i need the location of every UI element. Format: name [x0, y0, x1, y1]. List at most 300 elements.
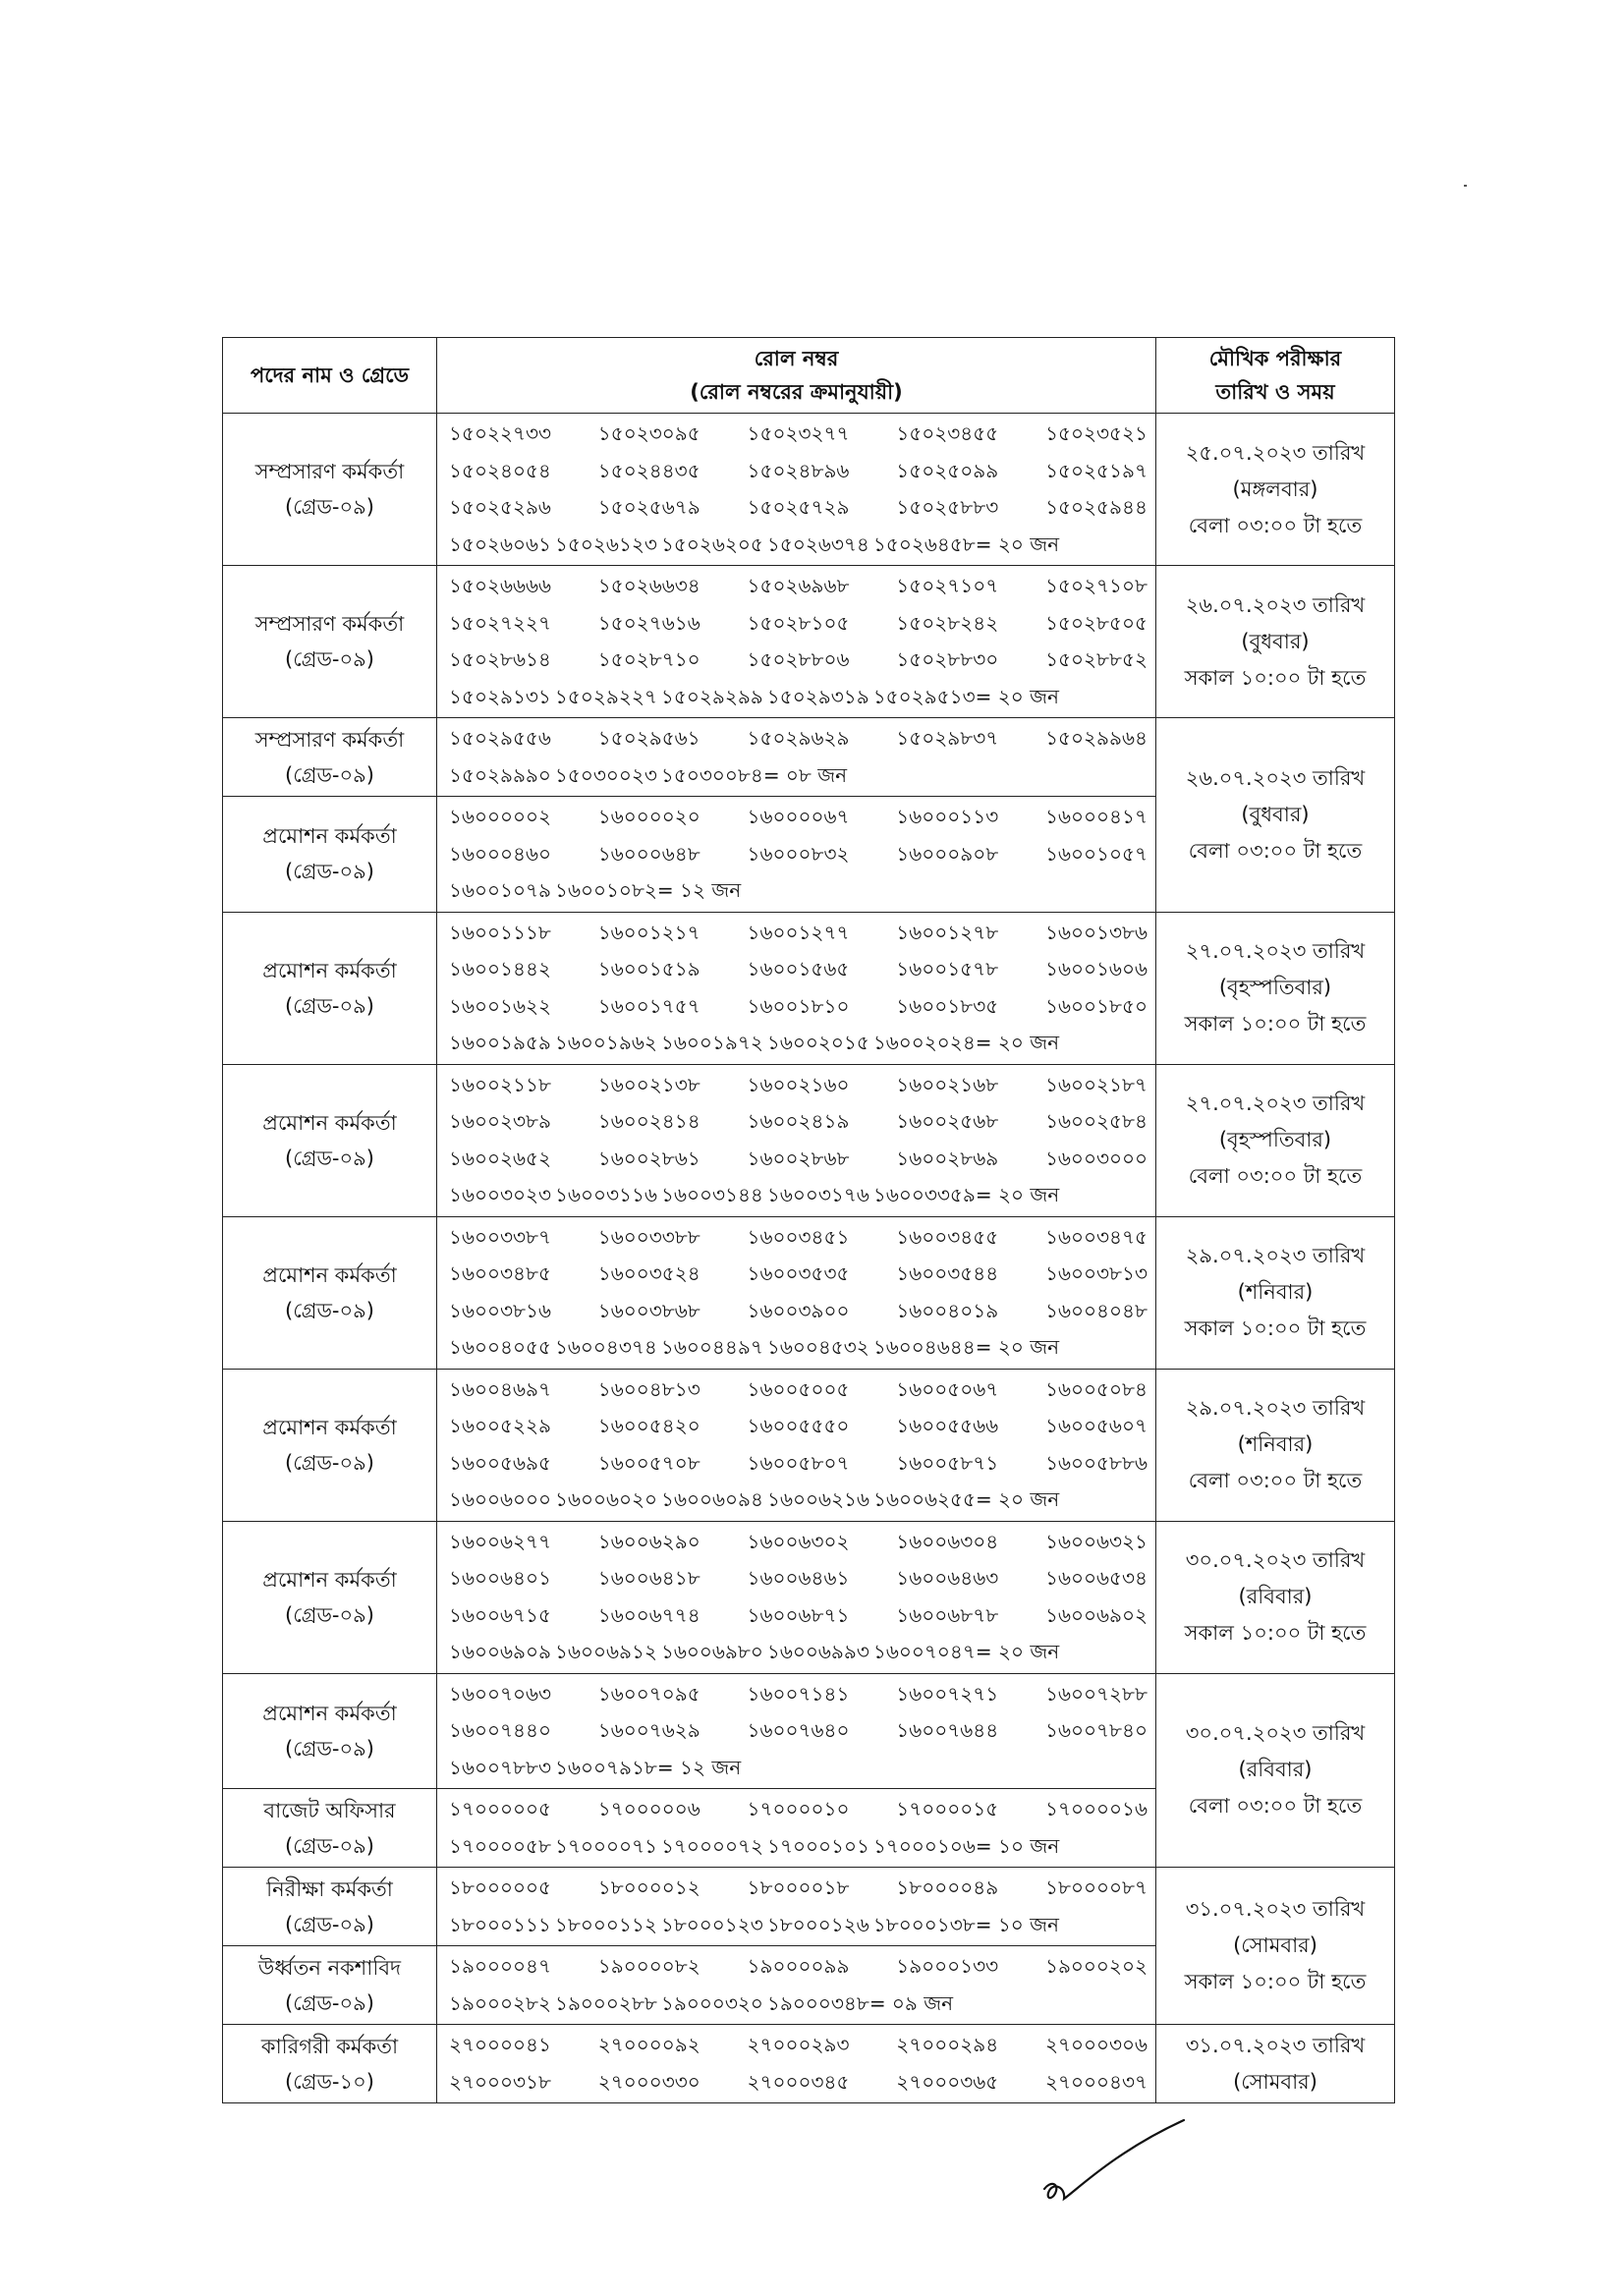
roll-line — [449, 1103, 1148, 1141]
post-name: সম্প্রসারণ কর্মকর্তা — [254, 460, 405, 483]
post-cell — [223, 1673, 437, 1789]
roll-number: ১৬০০৬৮৭১ — [747, 1602, 850, 1627]
roll-number: ১৬০০৩৫২৪ — [597, 1261, 700, 1285]
roll-number: ১৫০২৬২০৫ — [660, 532, 763, 556]
roll-number: ২৭০০০৩৪৫ — [747, 2069, 850, 2094]
roll-number: ১৬০০৪৬৪৪= ২০ জন — [872, 1335, 1060, 1359]
roll-number: ১৫০২৯৯৯০ — [449, 762, 551, 787]
post-grade: (গ্রেড-০৯) — [285, 495, 374, 519]
exam-date: ৩১.০৭.২০২৩ তারিখ — [1185, 1897, 1366, 1921]
roll-number: ১৬০০৪৫৩২ — [766, 1335, 869, 1359]
roll-number: ১৬০০৬৭৭৪ — [597, 1602, 700, 1627]
post-name: সম্প্রসারণ কর্মকর্তা — [254, 727, 405, 752]
roll-line — [449, 1293, 1148, 1330]
post-name: প্রমোশন কর্মকর্তা — [262, 958, 397, 982]
roll-number: ১৬০০৫২২৯ — [449, 1414, 551, 1437]
roll-number: ১৮০০০০১২ — [597, 1876, 700, 1899]
roll-line — [449, 605, 1148, 643]
roll-line — [449, 1177, 1148, 1214]
exam-day: (বৃহস্পতিবার) — [1218, 1128, 1332, 1151]
table-row — [223, 912, 1395, 1064]
roll-number: ১৫০২৩২৭৭ — [747, 421, 850, 445]
roll-number: ১৬০০১৬২২ — [449, 993, 551, 1018]
roll-number: ২৭০০০০৪১ — [449, 2033, 551, 2056]
roll-number: ১৬০০৬৯৯৩ — [766, 1640, 869, 1663]
roll-number: ১৬০০৩৫৪৪ — [896, 1261, 999, 1285]
roll-number: ১৫০২৮৫০৫ — [1045, 610, 1148, 635]
roll-number: ১৫০২৮১০৫ — [747, 610, 850, 635]
roll-number: ১৫০২৬৯৬৮ — [747, 574, 850, 597]
roll-number: ১৬০০২১১৮ — [449, 1072, 551, 1096]
exam-time: সকাল ১০:০০ টা হতে — [1184, 1012, 1367, 1036]
roll-number: ১৬০০২৮৬৮ — [747, 1146, 850, 1170]
roll-line — [449, 1524, 1148, 1561]
post-cell — [223, 912, 437, 1064]
post-grade: (গ্রেড-০৯) — [285, 1602, 374, 1627]
roll-number: ১৬০০৫৮৮৬ — [1045, 1450, 1148, 1475]
roll-number: ১৬০০১৯৫৯ — [449, 1031, 551, 1054]
roll-number: ১৬০০৪৪৯৭ — [660, 1335, 763, 1359]
roll-line — [449, 799, 1148, 836]
exam-time: বেলা ০৩:০০ টা হতে — [1188, 513, 1363, 537]
exam-date: ২৭.০৭.২০২৩ তারিখ — [1185, 1092, 1366, 1115]
roll-number: ১৬০০২৬৫২ — [449, 1146, 551, 1170]
exam-day: (মঙ্গলবার) — [1232, 476, 1318, 501]
roll-number: ১৬০০১৮৩৫ — [896, 993, 999, 1018]
roll-number: ১৭০০০০৫৮ — [449, 1833, 551, 1858]
roll-number: ১৫০২৮৮০৬ — [747, 647, 850, 671]
exam-date: ৩০.০৭.২০২৩ তারিখ — [1185, 1548, 1366, 1572]
roll-line — [449, 489, 1148, 527]
roll-number: ১৫০২৬০৬১ — [449, 532, 551, 556]
roll-line — [449, 1025, 1148, 1062]
roll-number: ১৫০২৯৫১৩= ২০ জন — [872, 684, 1059, 708]
exam-day: (শনিবার) — [1237, 1432, 1314, 1456]
header-post: পদের নাম ও গ্রেডে — [223, 338, 437, 414]
roll-line — [449, 1560, 1148, 1597]
exam-schedule-cell — [1156, 1521, 1395, 1673]
roll-number: ১৬০০২৫৬৮ — [896, 1109, 999, 1133]
exam-schedule-cell — [1156, 718, 1395, 913]
roll-number: ১৬০০৫০৮৪ — [1045, 1376, 1148, 1401]
roll-number: ১৬০০৭৬৪৪ — [896, 1718, 999, 1742]
roll-number: ১৬০০৭২৮৮ — [1045, 1681, 1148, 1706]
roll-line — [449, 951, 1148, 988]
roll-number: ১৮০০০১১২ — [554, 1912, 657, 1936]
exam-date: ২৬.০৭.২০২৩ তারিখ — [1185, 592, 1366, 617]
post-name: প্রমোশন কর্মকর্তা — [262, 1110, 397, 1135]
roll-number: ১৬০০৩৪৭৫ — [1045, 1224, 1148, 1249]
post-cell — [223, 1064, 437, 1216]
roll-number: ১৫০৩০০২৩ — [554, 762, 657, 787]
roll-number: ২৭০০০৩১৮ — [449, 2069, 551, 2094]
roll-number: ১৬০০৪৩৭৪ — [554, 1335, 657, 1359]
roll-number: ১৬০০৩৪৫৫ — [896, 1224, 999, 1249]
roll-number: ১৫০২৬১২৩ — [554, 532, 657, 556]
roll-number: ১৬০০৬৪৬১ — [747, 1566, 850, 1590]
roll-number: ১৬০০১৭৫৭ — [597, 993, 700, 1018]
exam-schedule-cell — [1156, 1369, 1395, 1521]
roll-line — [449, 1712, 1148, 1750]
roll-number: ১৫০২৪৮৯৬ — [747, 458, 850, 482]
roll-numbers-cell — [437, 1946, 1156, 2025]
roll-number: ১৬০০৬২৭৭ — [449, 1529, 552, 1553]
roll-line — [449, 1329, 1148, 1367]
roll-number: ১৮০০০১৩৮= ১০ জন — [872, 1912, 1059, 1936]
roll-number: ১৬০০৩০০০ — [1044, 1146, 1148, 1170]
roll-number: ১৬০০৩৮১৬ — [449, 1298, 551, 1322]
roll-number: ১৬০০০৬৪৮ — [597, 841, 700, 866]
roll-number: ১৬০০৫৭০৮ — [597, 1450, 700, 1475]
roll-number: ১৬০০৫৬০৭ — [1044, 1414, 1148, 1437]
roll-number: ১৬০০৪০১৯ — [896, 1298, 999, 1322]
post-name: উর্ধ্বতন নকশাবিদ — [257, 1955, 402, 1980]
scan-speck — [1464, 185, 1467, 187]
roll-numbers-cell — [437, 912, 1156, 1064]
roll-number: ১৬০০৫৫৫০ — [747, 1414, 850, 1437]
roll-number: ১৬০০২১৮৭ — [1044, 1072, 1148, 1096]
roll-number: ১৮০০০০৪৯ — [896, 1876, 999, 1899]
roll-number: ১৫০২৯২৯৯ — [660, 684, 763, 708]
post-cell — [223, 414, 437, 566]
roll-number: ১৬০০০৪১৭ — [1045, 805, 1148, 828]
roll-number: ১৬০০৬০০০ — [449, 1487, 552, 1511]
table-row — [223, 1868, 1395, 1946]
roll-number: ১৭০০০০১৬ — [1045, 1797, 1148, 1820]
roll-number: ১৫০২৭২২৭ — [449, 610, 551, 635]
exam-schedule-cell — [1156, 2025, 1395, 2103]
roll-number: ১৬০০১৫৭৮ — [896, 957, 999, 980]
roll-number: ১৬০০৭০৯৫ — [597, 1681, 700, 1706]
header-roll: রোল নম্বর (রোল নম্বরের ক্রমানুযায়ী) — [437, 338, 1156, 414]
roll-number: ১৬০০৪৬৯৭ — [449, 1376, 551, 1401]
roll-number: ১৫০২৮৬১৪ — [449, 647, 551, 671]
post-cell — [223, 1521, 437, 1673]
roll-number: ১৫০২৬৬৬৬ — [449, 574, 551, 597]
exam-time: সকাল ১০:০০ টা হতে — [1184, 665, 1367, 690]
roll-line — [449, 568, 1148, 605]
roll-number: ১৮০০০০৮৭ — [1045, 1876, 1148, 1899]
roll-line — [449, 1986, 1148, 2023]
roll-number: ১৬০০৬৪১৮ — [597, 1566, 700, 1590]
roll-number: ১৬০০১৬০৬ — [1044, 957, 1148, 980]
exam-day: (সোমবার) — [1233, 2069, 1317, 2094]
roll-number: ১৬০০১০৫৭ — [1045, 841, 1148, 866]
exam-date: ২৭.০৭.২০২৩ তারিখ — [1185, 939, 1366, 963]
exam-time: সকাল ১০:০০ টা হতে — [1184, 1970, 1367, 1993]
roll-line — [449, 836, 1148, 873]
roll-number: ১৬০০৪০৪৮ — [1045, 1298, 1148, 1322]
roll-number: ১৬০০১৫১৯ — [597, 957, 700, 980]
roll-number: ১৬০০০৮৩২ — [747, 841, 850, 866]
roll-number: ১৬০০৩১১৬ — [555, 1183, 657, 1206]
roll-number: ১৭০০০০৭১ — [554, 1833, 657, 1858]
roll-number: ১৬০০৭২৭১ — [896, 1681, 999, 1706]
roll-number: ১৬০০১৯৭২ — [660, 1031, 763, 1054]
roll-number: ২৭০০০৩৬৫ — [896, 2069, 999, 2094]
roll-number: ১৫০২৫৮৮৩ — [896, 495, 999, 519]
roll-line — [449, 2027, 1148, 2064]
roll-number: ১৬০০৬৯৮০ — [660, 1640, 763, 1663]
roll-line — [449, 1372, 1148, 1409]
roll-number: ১৬০০২১৩৮ — [597, 1072, 700, 1096]
roll-number: ১৫০২৪৪৩৫ — [597, 458, 700, 482]
roll-numbers-cell — [437, 1868, 1156, 1946]
exam-day: (বুধবার) — [1241, 629, 1310, 653]
roll-number: ১৬০০২৫৮৪ — [1045, 1109, 1148, 1133]
exam-day: (বুধবার) — [1241, 802, 1310, 826]
roll-number: ১৭০০০০১০ — [747, 1797, 850, 1820]
roll-number: ১৫০২৭৬১৬ — [597, 610, 700, 635]
viva-schedule-table — [222, 337, 1395, 2103]
post-cell — [223, 1789, 437, 1868]
roll-number: ১৬০০১২১৭ — [597, 920, 700, 944]
exam-day: (রবিবার) — [1238, 1758, 1313, 1782]
roll-number: ১৯০০০৩২০ — [660, 1990, 763, 2015]
table-row — [223, 1521, 1395, 1673]
post-grade: (গ্রেড-০৯) — [285, 1298, 374, 1322]
roll-line — [449, 2064, 1148, 2101]
roll-number: ১৬০০৩১৪৪ — [660, 1183, 763, 1206]
exam-time: সকাল ১০:০০ টা হতে — [1184, 1621, 1367, 1645]
roll-number: ১৬০০১৮৫০ — [1045, 993, 1148, 1018]
roll-number: ১৫০২৮৮৫২ — [1045, 647, 1148, 671]
signature-mark — [1036, 2112, 1204, 2220]
roll-number: ১৬০০৬০৯৪ — [661, 1487, 763, 1511]
post-cell — [223, 1216, 437, 1369]
post-name: প্রমোশন কর্মকর্তা — [262, 1701, 397, 1725]
roll-number: ১৯০০০১৩৩ — [896, 1954, 999, 1978]
exam-time: বেলা ০৩:০০ টা হতে — [1188, 838, 1363, 863]
exam-day: (সোমবার) — [1233, 1933, 1317, 1957]
roll-numbers-cell — [437, 718, 1156, 797]
roll-number: ১৬০০১২৭৮ — [896, 920, 999, 944]
roll-number: ১৬০০১০৮২= ১২ জন — [554, 878, 742, 902]
roll-number: ১৯০০০২৮২ — [449, 1990, 551, 2015]
roll-number: ১৬০০৩০২৩ — [449, 1183, 552, 1206]
exam-day: (বৃহস্পতিবার) — [1218, 976, 1332, 999]
roll-number: ১৬০০৭৬২৯ — [597, 1718, 700, 1742]
roll-number: ১৮০০০০০৫ — [449, 1876, 551, 1899]
roll-number: ২৭০০০২৯৪ — [896, 2033, 999, 2056]
roll-number: ১৫০২৪০৫৪ — [449, 458, 551, 482]
exam-date: ২৯.০৭.২০২৩ তারিখ — [1185, 1396, 1366, 1420]
post-cell — [223, 1868, 437, 1946]
roll-number: ১৬০০৬৩২১ — [1045, 1529, 1148, 1553]
roll-number: ২৭০০০৩৩০ — [597, 2069, 700, 2094]
roll-number: ১৫০২৯৩১৯ — [766, 684, 869, 708]
roll-line — [449, 642, 1148, 679]
roll-number: ১৬০০২৩৮৯ — [449, 1109, 551, 1133]
roll-number: ১৫০২৯৫৬১ — [597, 726, 700, 750]
roll-number: ১৬০০৬৫৩৪ — [1044, 1566, 1148, 1590]
post-grade: (গ্রেড-০৯) — [285, 1450, 374, 1475]
roll-line — [449, 1408, 1148, 1445]
roll-number: ১৫০২৫৭২৯ — [747, 495, 850, 519]
roll-number: ১৬০০২৮৬৯ — [896, 1146, 999, 1170]
roll-number: ২৭০০০০৯২ — [597, 2033, 700, 2056]
roll-number: ১৬০০১৯৬২ — [554, 1031, 657, 1054]
roll-line — [449, 1141, 1148, 1178]
roll-number: ১৯০০০০৮২ — [597, 1954, 700, 1978]
roll-numbers-cell — [437, 1064, 1156, 1216]
roll-number: ১৭০০০১০১ — [766, 1833, 869, 1858]
roll-number: ১৬০০৪০৫৫ — [449, 1335, 551, 1359]
roll-number: ১৫০২৩০৯৫ — [597, 421, 700, 445]
roll-number: ১৫০২৬৬৩৪ — [597, 574, 700, 597]
exam-schedule-cell — [1156, 912, 1395, 1064]
roll-number: ১৮০০০১২৩ — [660, 1912, 763, 1936]
roll-line — [449, 988, 1148, 1026]
roll-number: ১৬০০৭০৪৭= ২০ জন — [872, 1640, 1060, 1663]
roll-line — [449, 1219, 1148, 1257]
roll-number: ২৭০০০২৯৩ — [747, 2033, 850, 2056]
roll-number: ১৫০২৮২৪২ — [896, 610, 999, 635]
roll-line — [449, 527, 1148, 564]
post-cell — [223, 1369, 437, 1521]
roll-number: ১৬০০১৪৪২ — [449, 957, 551, 980]
roll-number: ১৫০২৬৩৭৪ — [766, 532, 869, 556]
exam-schedule-cell — [1156, 1868, 1395, 2025]
roll-number: ১৫০২৭১০৭ — [896, 574, 999, 597]
roll-line — [449, 1907, 1148, 1944]
roll-number: ১৫০২৩৫২১ — [1045, 421, 1148, 445]
roll-number: ১৫০২৯৫৫৬ — [449, 726, 551, 750]
roll-number: ১৭০০০০১৫ — [896, 1797, 999, 1820]
roll-number: ১৬০০২৮৬১ — [597, 1146, 700, 1170]
roll-number: ১৬০০৭৯১৮= ১২ জন — [554, 1755, 742, 1779]
roll-number: ১৬০০৫৮০৭ — [747, 1450, 850, 1475]
post-grade: (গ্রেড-০৯) — [285, 1833, 374, 1858]
roll-number: ১৬০০৩৩৮৭ — [449, 1224, 551, 1249]
roll-numbers-cell — [437, 1521, 1156, 1673]
roll-number: ১৫০২৮৭১০ — [597, 647, 700, 671]
post-name: সম্প্রসারণ কর্মকর্তা — [254, 612, 405, 636]
roll-numbers-cell — [437, 1369, 1156, 1521]
post-grade: (গ্রেড-০৯) — [285, 647, 374, 671]
roll-line — [449, 915, 1148, 952]
roll-number: ১৮০০০১১১ — [449, 1912, 551, 1936]
post-cell — [223, 2025, 437, 2103]
roll-number: ১৭০০০০৭২ — [660, 1833, 763, 1858]
roll-number: ১৬০০৩৪৫১ — [747, 1224, 850, 1249]
roll-number: ১৬০০৬৯০২ — [1045, 1602, 1148, 1627]
roll-number: ১৬০০১৮১০ — [747, 993, 850, 1018]
roll-line — [449, 453, 1148, 490]
post-grade: (গ্রেড-০৯) — [285, 1912, 374, 1936]
roll-number: ১৬০০৬৩০৪ — [896, 1529, 999, 1553]
roll-number: ১৭০০০০০৫ — [449, 1797, 551, 1820]
post-name: নিরীক্ষা কর্মকর্তা — [266, 1876, 393, 1901]
exam-schedule-cell — [1156, 1064, 1395, 1216]
roll-line — [449, 1948, 1148, 1986]
roll-number: ১৬০০৩৩৫৯= ২০ জন — [872, 1183, 1060, 1206]
roll-number: ১৬০০০১১৩ — [896, 805, 999, 828]
post-cell — [223, 1946, 437, 2025]
roll-line — [449, 1676, 1148, 1713]
roll-line — [449, 1482, 1148, 1519]
roll-number: ১৬০০৬৮৭৮ — [896, 1602, 999, 1627]
post-name: প্রমোশন কর্মকর্তা — [262, 1262, 397, 1287]
table-header-row — [223, 338, 1395, 414]
table-row — [223, 1369, 1395, 1521]
post-name: প্রমোশন কর্মকর্তা — [262, 824, 397, 849]
roll-number: ১৯০০০২০২ — [1044, 1954, 1148, 1978]
roll-number: ১৬০০৬৯০৯ — [449, 1640, 551, 1663]
table-row — [223, 718, 1395, 797]
exam-date: ৩১.০৭.২০২৩ তারিখ — [1185, 2033, 1366, 2057]
roll-number: ১৬০০৩৩৮৮ — [597, 1224, 700, 1249]
roll-number: ১৬০০৬৪৬৩ — [896, 1566, 999, 1590]
post-grade: (গ্রেড-১০) — [285, 2069, 374, 2094]
roll-number: ১৬০০১১১৮ — [449, 920, 551, 944]
roll-number: ১৬০০৩৮৬৮ — [597, 1298, 700, 1322]
roll-number: ১৬০০৫০৬৭ — [896, 1376, 999, 1401]
header-exam-date: মৌখিক পরীক্ষার তারিখ ও সময় — [1156, 338, 1395, 414]
roll-number: ১৬০০৭৮৮৩ — [449, 1755, 551, 1779]
table-row — [223, 2025, 1395, 2103]
roll-line — [449, 1256, 1148, 1293]
roll-number: ১৬০০৩৪৮৫ — [449, 1261, 551, 1285]
roll-number: ১৮০০০০১৮ — [747, 1876, 850, 1899]
roll-number: ১৬০০০৯০৮ — [896, 841, 999, 866]
roll-number: ১৯০০০২৮৮ — [554, 1990, 657, 2015]
roll-number: ১৬০০৭৬৪০ — [747, 1718, 850, 1742]
roll-number: ১৬০০৬২৫৫= ২০ জন — [872, 1487, 1060, 1511]
roll-number: ১৫০২৫৯৪৪ — [1045, 495, 1148, 519]
roll-number: ১৬০০১২৭৭ — [747, 920, 850, 944]
exam-time: বেলা ০৩:০০ টা হতে — [1188, 1164, 1363, 1188]
roll-line — [449, 1791, 1148, 1828]
roll-number: ১৬০০১৫৬৫ — [747, 957, 850, 980]
post-grade: (গ্রেড-০৯) — [285, 1990, 374, 2015]
roll-number: ১৬০০০৪৬০ — [449, 841, 551, 866]
roll-number: ১৫০২৫১৯৭ — [1045, 458, 1148, 482]
roll-number: ১৬০০৩১৭৬ — [766, 1183, 869, 1206]
roll-number: ১৬০০০০০২ — [449, 805, 552, 828]
exam-date: ২৫.০৭.২০২৩ তারিখ — [1185, 440, 1366, 465]
exam-schedule-cell — [1156, 1673, 1395, 1868]
roll-number: ১৮০০০১২৬ — [766, 1912, 869, 1936]
table-row — [223, 1673, 1395, 1789]
roll-number: ১৭০০০০০৬ — [597, 1797, 700, 1820]
roll-number: ১৬০০০০২০ — [597, 805, 700, 828]
table-row — [223, 1216, 1395, 1369]
roll-numbers-cell — [437, 1216, 1156, 1369]
roll-number: ১৬০০২১৬৮ — [896, 1072, 999, 1096]
roll-number: ১৫০২৯৮৩৭ — [896, 726, 999, 750]
roll-line — [449, 720, 1148, 757]
roll-number: ১৬০০২০১৫ — [766, 1031, 869, 1054]
roll-line — [449, 1828, 1148, 1866]
roll-number: ১৬০০৩৯০০ — [747, 1298, 850, 1322]
roll-line — [449, 757, 1148, 795]
roll-number: ১৬০০৬০২০ — [555, 1487, 658, 1511]
roll-number: ১৬০০৫৪২০ — [597, 1414, 700, 1437]
roll-number: ১৬০০৭৪৪০ — [449, 1718, 551, 1742]
roll-number: ১৫০২৮৮৩০ — [896, 647, 999, 671]
exam-time: সকাল ১০:০০ টা হতে — [1184, 1316, 1367, 1340]
roll-number: ১৬০০২১৬০ — [747, 1072, 850, 1096]
roll-number: ১৬০০১০৭৯ — [449, 878, 551, 902]
roll-number: ১৫০৩০০৮৪= ০৮ জন — [660, 762, 848, 787]
table-row — [223, 414, 1395, 566]
roll-number: ১৬০০৭১৪১ — [747, 1681, 850, 1706]
roll-number: ১৬০০৬২৯০ — [597, 1529, 700, 1553]
table-body — [223, 414, 1395, 2103]
roll-number: ২৭০০০৩০৬ — [1044, 2033, 1148, 2056]
post-cell — [223, 718, 437, 797]
